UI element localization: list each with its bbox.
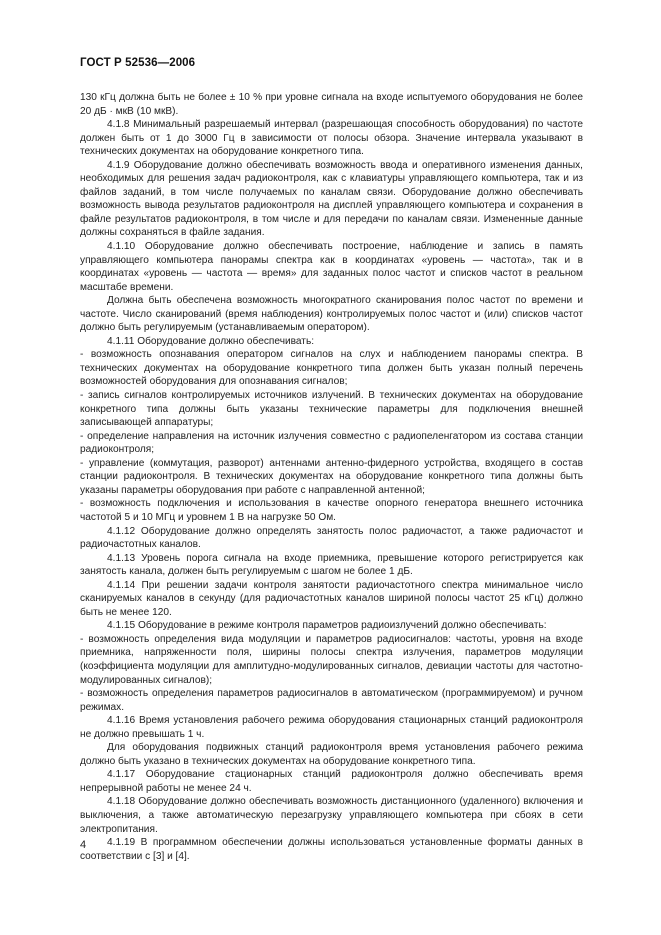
paragraph: 4.1.9 Оборудование должно обеспечивать возможность ввода и оперативного изменения данных, необходимых для решения задач радиоконтроля, как с клавиатуры управляющего компьютера, так и из файлов заданий, в том числе получаемых по каналам связи. Оборудование должно обеспечивать возможность вывода результатов радиоконтроля на дисплей управляющего компьютера и сохранения в файле результатов радиоконтроля, в том числе и для передачи по каналам связи. Измененные данные должны сохраняться в файле задания. <box>80 159 583 239</box>
list-item: - возможность определения параметров радиосигналов в автоматическом (программируемом) и ручном режимах. <box>80 688 583 713</box>
paragraph: 4.1.16 Время установления рабочего режима оборудования стационарных станций радиоконтроля не должно превышать 1 ч. <box>80 715 583 740</box>
document-body <box>80 91 583 863</box>
paragraph: 4.1.15 Оборудование в режиме контроля параметров радиоизлучений должно обеспечивать: <box>107 620 547 632</box>
paragraph: 4.1.12 Оборудование должно определять занятость полос радиочастот, а также радиочастот и радиочастотных каналов. <box>80 525 583 551</box>
paragraph: 4.1.14 При решении задачи контроля занятости радиочастотного спектра минимальное число сканируемых каналов в секунду (для радиочастотных каналов шириной полосы частот 25 кГц) должно быть не менее 120. <box>80 579 583 618</box>
list-item: - определение направления на источник излучения совместно с радиопеленгатором из состава станции радиоконтроля; <box>80 430 583 456</box>
paragraph: 130 кГц должна быть не более ± 10 % при уровне сигнала на входе испытуемого оборудования не более 20 дБ · мкВ (10 мкВ). <box>80 92 583 117</box>
list-item: - возможность определения вида модуляции и параметров радиосигналов: частоты, уровня на входе приемника, напряженности поля, ширины полосы спектра излучения, параметров модуляции (коэффициента модуляции для амплитудно-модулированных сигналов, девиации частоты для частотно-модулированных сигналов); <box>80 633 583 686</box>
list-item: - возможность подключения и использования в качестве опорного генератора внешнего источника частотой 5 и 10 МГц и уровнем 1 В на нагрузке 50 Ом. <box>80 498 583 523</box>
list-item: - возможность опознавания оператором сигналов на слух и наблюдением панорамы спектра. В технических документах на оборудование конкретного типа должен быть указан полный перечень возможностей оборудования для опознавания сигналов; <box>80 349 583 388</box>
paragraph: 4.1.17 Оборудование стационарных станций радиоконтроля должно обеспечивать время непрерывной работы не менее 24 ч. <box>80 769 583 794</box>
list-item: - запись сигналов контролируемых источников излучений. В технических документах на оборудование конкретного типа должны быть указаны технические параметры для подключения внешней записывающей аппаратуры; <box>80 390 583 429</box>
paragraph: Для оборудования подвижных станций радиоконтроля время установления рабочего режима должно быть указано в технических документах на оборудование конкретного типа. <box>80 742 583 767</box>
paragraph: Должна быть обеспечена возможность многократного сканирования полос частот по времени и частоте. Число сканирований (время наблюдения) контролируемых полос частот и (или) списков частот должно быть регулируемым (устанавливаемым оператором). <box>80 295 583 334</box>
paragraph: 4.1.13 Уровень порога сигнала на входе приемника, превышение которого регистрируется как занятость канала, должен быть регулируемым с шагом не более 1 дБ. <box>80 552 583 578</box>
standard-header: ГОСТ Р 52536—2006 <box>80 57 196 69</box>
paragraph: 4.1.10 Оборудование должно обеспечивать построение, наблюдение и запись в память управляющего компьютера панорамы спектра как в координатах «уровень — частота», так и в координатах «уровень — частота — время» для заданных полос частот и списков частот в реальном масштабе времени. <box>80 241 583 293</box>
list-item: - управление (коммутация, разворот) антеннами антенно-фидерного устройства, входящего в состав станции радиоконтроля. В технических документах на оборудование конкретного типа должны быть указаны параметры оборудования при работе с направленной антенной; <box>80 457 583 496</box>
page-number: 4 <box>80 839 87 851</box>
paragraph: 4.1.11 Оборудование должно обеспечивать: <box>107 335 315 347</box>
paragraph: 4.1.8 Минимальный разрешаемый интервал (разрешающая способность оборудования) по частоте должен быть от 1 до 3000 Гц в зависимости от полосы обзора. Значение интервала указывают в технических документах на оборудование конкретного типа. <box>80 119 583 158</box>
paragraph: 4.1.19 В программном обеспечении должны использоваться установленные форматы данных в соответствии с [3] и [4]. <box>80 837 583 862</box>
paragraph: 4.1.18 Оборудование должно обеспечивать возможность дистанционного (удаленного) включения и выключения, а также автоматическую перезагрузку управляющего компьютера при сбоях в сети электропитания. <box>80 796 583 835</box>
